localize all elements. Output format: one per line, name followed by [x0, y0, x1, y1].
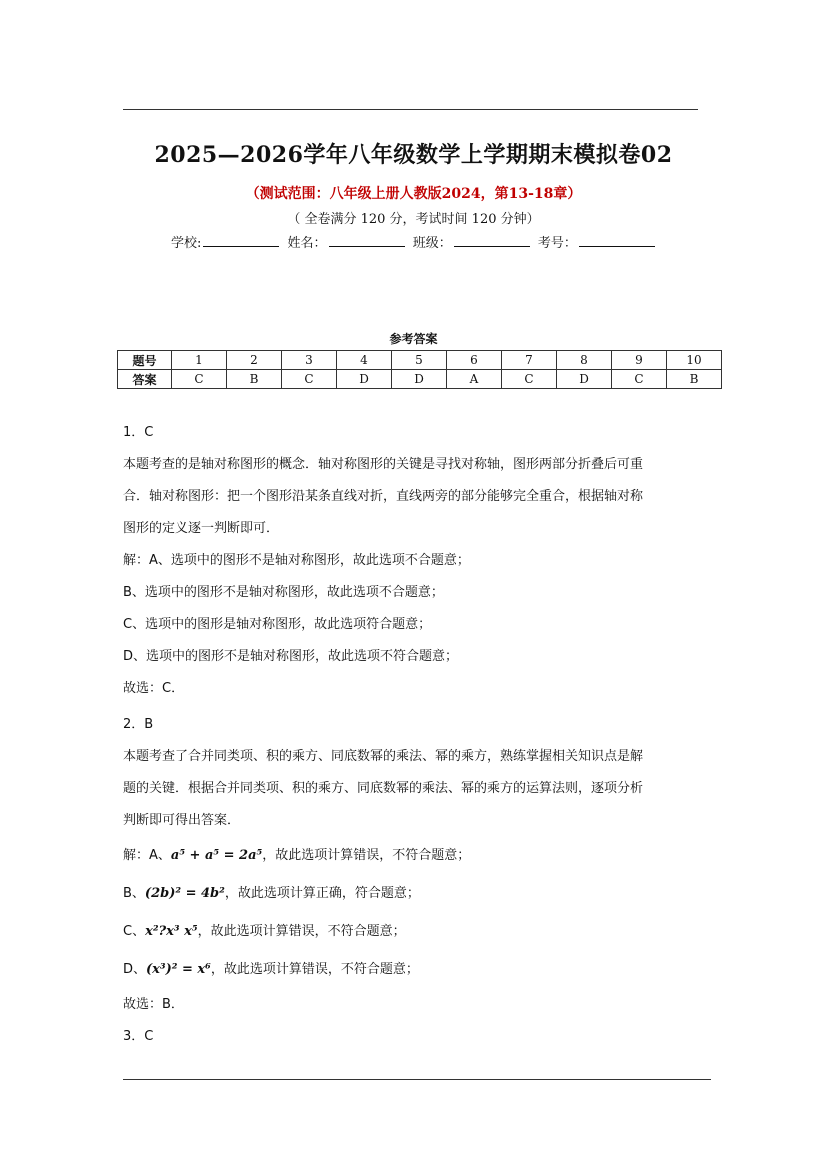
- page-title: 2025—2026学年八年级数学上学期期末模拟卷02: [154, 142, 673, 168]
- answer-cell: D: [392, 370, 447, 389]
- solution-heading: 1．C: [123, 425, 154, 440]
- question-number: 7: [502, 351, 557, 370]
- solution-conclusion: 故选：B．: [123, 997, 184, 1012]
- solution-line: D、选项中的图形不是轴对称图形，故此选项不符合题意；: [123, 649, 459, 664]
- math-expression: (x³)² = x⁶: [146, 962, 211, 977]
- exam-number-label: 考号：: [537, 236, 577, 251]
- answer-cell: D: [337, 370, 392, 389]
- exam-info: （ 全卷满分 120 分，考试时间 120 分钟）: [287, 212, 540, 227]
- answer-cell: D: [557, 370, 612, 389]
- question-number-row: [118, 351, 722, 370]
- solution-heading: 3．C: [123, 1029, 154, 1044]
- solution-line: 图形的定义逐一判断即可．: [123, 521, 280, 536]
- name-blank: [329, 234, 405, 247]
- row-label: 题号: [118, 351, 172, 370]
- solution-line: 本题考查了合并同类项、积的乘方、同底数幂的乘法、幂的乘方，熟练掌握相关知识点是解: [123, 749, 644, 764]
- question-number: 5: [392, 351, 447, 370]
- footer-rule: [123, 1079, 711, 1080]
- test-scope-subtitle: （测试范围：八年级上册人教版2024，第13-18章）: [245, 186, 582, 202]
- solution-1: [123, 417, 713, 705]
- class-blank: [454, 234, 530, 247]
- question-number: 2: [227, 351, 282, 370]
- question-number: 4: [337, 351, 392, 370]
- answer-cell: B: [667, 370, 722, 389]
- question-number: 10: [667, 351, 722, 370]
- class-label: 班级：: [412, 236, 452, 251]
- header-rule: [123, 109, 698, 110]
- answer-cell: C: [502, 370, 557, 389]
- school-label: 学校:: [171, 236, 202, 251]
- question-number: 8: [557, 351, 612, 370]
- answer-key-table: [117, 350, 722, 389]
- solution-heading: 2．B: [123, 717, 154, 732]
- option-line-c: C、x²?x³ x⁵，故此选项计算错误，不符合题意；: [123, 924, 406, 939]
- question-number: 1: [172, 351, 227, 370]
- solution-line: C、选项中的图形是轴对称图形，故此选项符合题意；: [123, 617, 432, 632]
- answer-cell: C: [612, 370, 667, 389]
- solution-line: B、选项中的图形不是轴对称图形，故此选项不合题意；: [123, 585, 444, 600]
- student-info-fields: [171, 232, 659, 251]
- answer-cell: C: [282, 370, 337, 389]
- solution-line: 故选：C．: [123, 681, 185, 696]
- row-label: 答案: [118, 370, 172, 389]
- solution-line: 本题考查的是轴对称图形的概念．轴对称图形的关键是寻找对称轴，图形两部分折叠后可重: [123, 457, 644, 472]
- question-number: 9: [612, 351, 667, 370]
- answer-cell: B: [227, 370, 282, 389]
- option-line-b: B、(2b)² = 4b²，故此选项计算正确，符合题意；: [123, 886, 420, 901]
- answer-row: [118, 370, 722, 389]
- exam-number-blank: [579, 234, 655, 247]
- solution-line: 题的关键．根据合并同类项、积的乘方、同底数幂的乘法、幂的乘方的运算法则，逐项分析: [123, 781, 644, 796]
- solution-line: 合．轴对称图形：把一个图形沿某条直线对折，直线两旁的部分能够完全重合，根据轴对称: [123, 489, 644, 504]
- name-label: 姓名：: [287, 236, 327, 251]
- answer-key-title: 参考答案: [389, 332, 438, 346]
- math-expression: (2b)² = 4b²: [144, 886, 225, 901]
- school-blank: [203, 234, 279, 247]
- question-number: 6: [447, 351, 502, 370]
- solution-2: [123, 709, 713, 1053]
- math-expression: a⁵ + a⁵ = 2a⁵: [170, 848, 263, 863]
- solution-line: 判断即可得出答案．: [123, 813, 241, 828]
- option-line-d: D、(x³)² = x⁶，故此选项计算错误，不符合题意；: [123, 962, 419, 977]
- question-number: 3: [282, 351, 337, 370]
- answer-cell: A: [447, 370, 502, 389]
- option-line-a: 解：A、a⁵ + a⁵ = 2a⁵，故此选项计算错误，不符合题意；: [123, 848, 471, 863]
- answer-cell: C: [172, 370, 227, 389]
- solution-line: 解：A、选项中的图形不是轴对称图形，故此选项不合题意；: [123, 553, 470, 568]
- math-expression: x²?x³ x⁵: [145, 924, 198, 939]
